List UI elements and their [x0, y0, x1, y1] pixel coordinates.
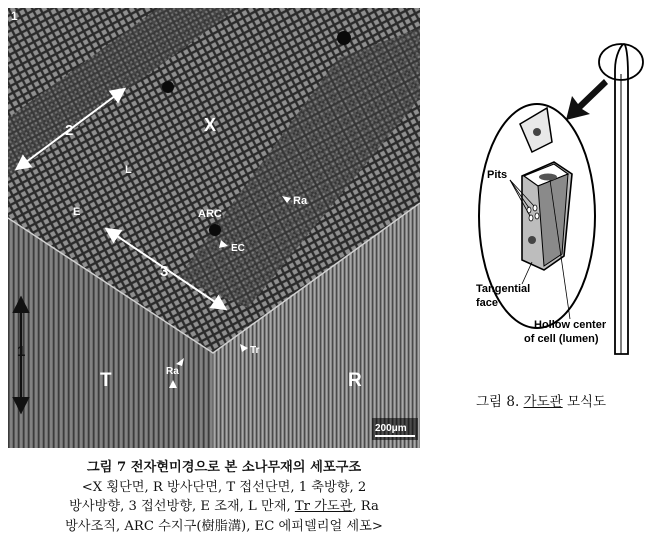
label-3: 3 — [160, 263, 169, 280]
label-x: X — [204, 115, 217, 135]
tangential-face-label-2: face — [476, 297, 499, 309]
label-ra-bottom: Ra — [166, 366, 179, 377]
resin-canal — [337, 31, 351, 45]
label-r: R — [348, 370, 362, 391]
label-ec: EC — [231, 243, 245, 254]
resin-canal — [162, 81, 174, 93]
tangential-face-label-1: Tangential — [476, 283, 531, 295]
tracheid-diagram — [474, 34, 644, 364]
label-t: T — [100, 370, 112, 391]
figure8-caption-prefix: 그림 8. — [476, 394, 524, 410]
figure7-caption-line2: 방사방향, 3 접선방향, E 조재, L 만재, — [69, 499, 295, 514]
figure7-caption-line2-end: , Ra — [352, 499, 379, 514]
figure8-caption-rest: 모식도 — [562, 394, 607, 410]
figure8-caption — [476, 390, 646, 410]
label-l: L — [125, 164, 132, 176]
corner-label: 1 — [11, 9, 18, 23]
resin-canal — [209, 224, 221, 236]
figure7-caption — [14, 458, 434, 536]
figure7-caption-line3: 방사조직, ARC 수지구(樹脂溝), EC 에피델리얼 세포> — [65, 518, 383, 534]
label-1: 1 — [17, 343, 26, 360]
figure7-caption-line1: <X 횡단면, R 방사단면, T 접선단면, 1 축방향, 2 — [81, 479, 367, 495]
label-tr: Tr — [250, 345, 260, 356]
pointer-arrow — [566, 79, 608, 120]
hollow-center-label-1: Hollow center — [534, 319, 607, 331]
figure7-caption-line2-wrap — [14, 497, 434, 517]
label-arc: ARC — [198, 208, 222, 220]
label-e: E — [73, 206, 81, 218]
label-2: 2 — [65, 122, 74, 139]
figure7-caption-underline: Tr 가도관 — [294, 499, 353, 514]
sem-micrograph — [8, 8, 420, 448]
lumen — [539, 174, 557, 181]
figure8-caption-underline: 가도관 — [523, 394, 563, 410]
pits-label: Pits — [487, 169, 508, 181]
hollow-center-label-2: of cell (lumen) — [524, 333, 599, 345]
label-ra-top: Ra — [293, 195, 308, 207]
figure7-caption-title: 그림 7 전자현미경으로 본 소나무재의 세포구조 — [86, 460, 362, 475]
scale-bar-label: 200μm — [375, 423, 407, 434]
